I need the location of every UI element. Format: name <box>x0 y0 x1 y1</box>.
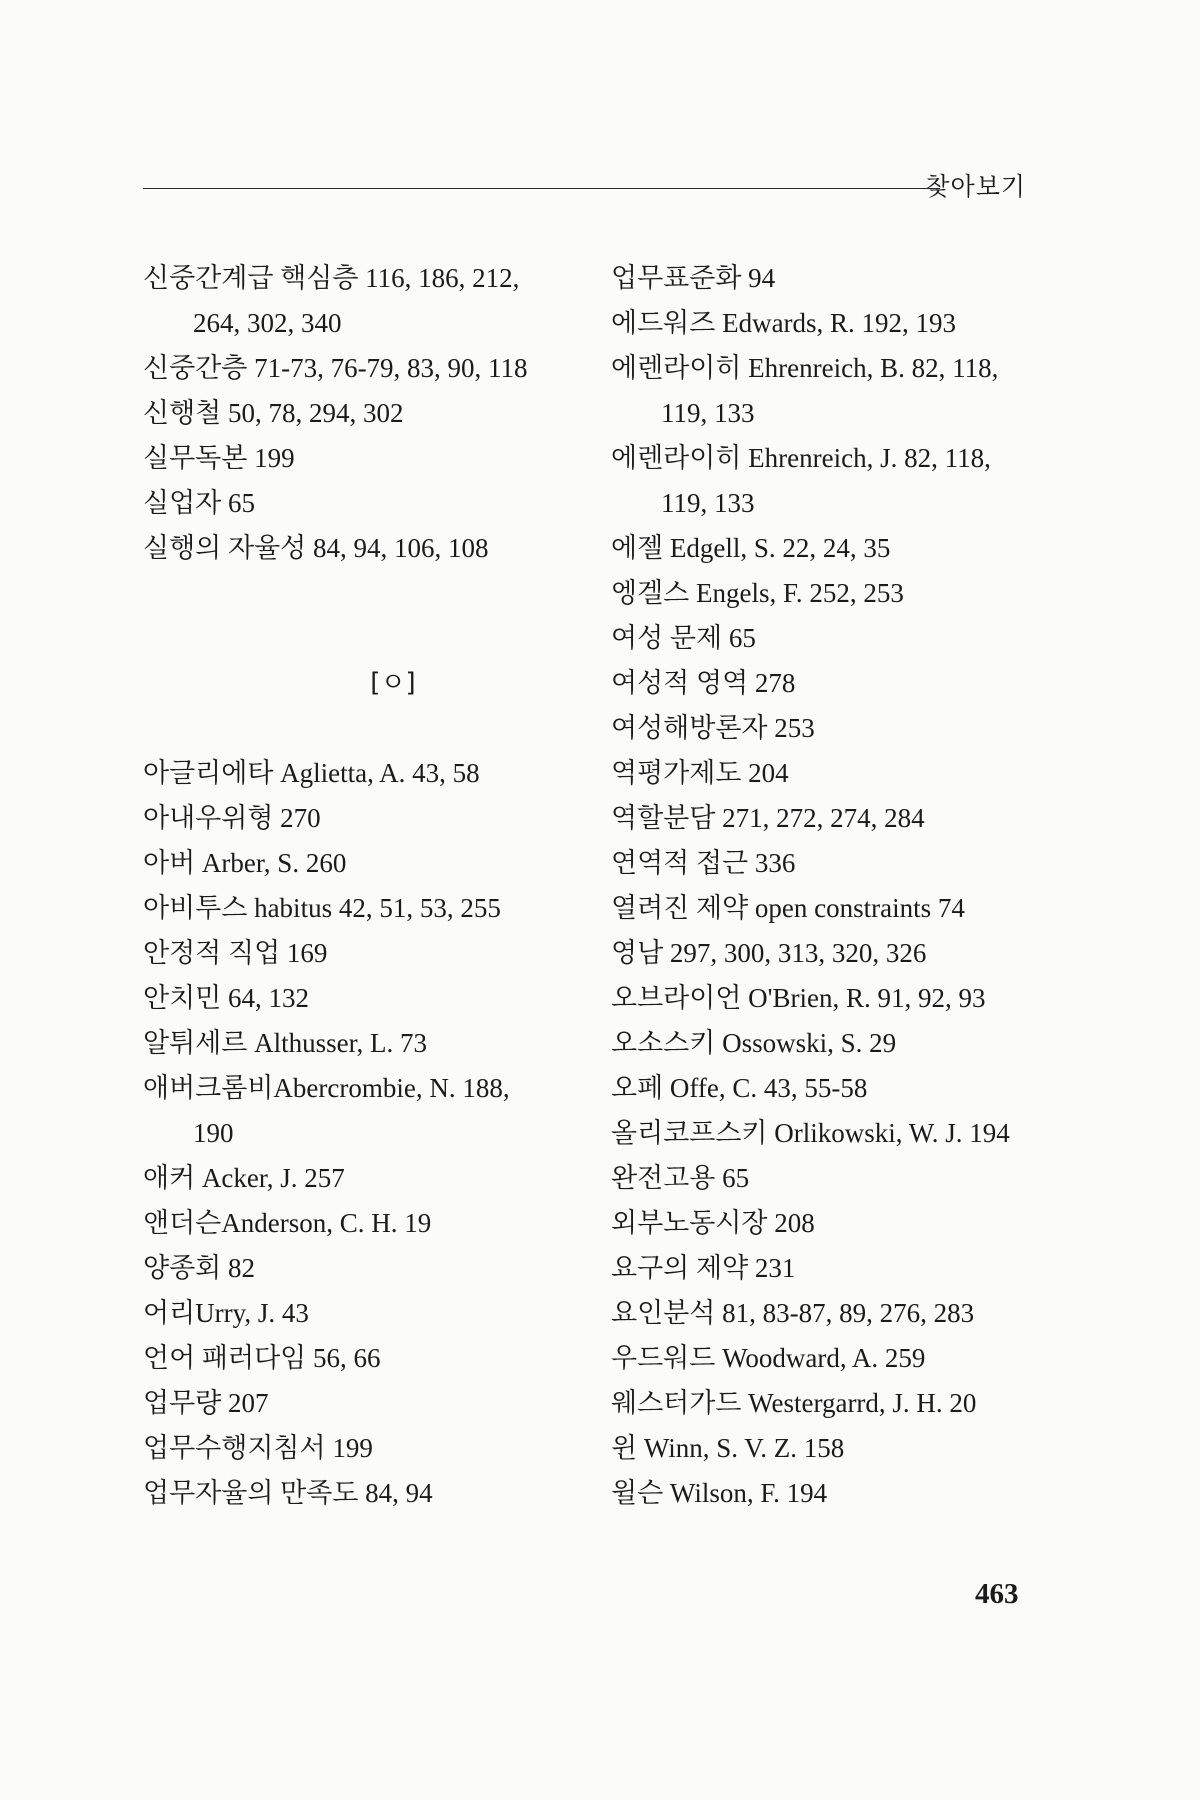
index-entry: 오브라이언 O'Brien, R. 91, 92, 93 <box>611 983 986 1013</box>
index-entry: 업무량 207 <box>143 1388 269 1418</box>
index-entry: 여성해방론자 253 <box>611 713 815 743</box>
index-entry: 에렌라이히 Ehrenreich, B. 82, 118, <box>611 353 999 383</box>
index-entry: 요인분석 81, 83-87, 89, 276, 283 <box>611 1298 975 1328</box>
index-entry-continuation: 264, 302, 340 <box>193 308 342 338</box>
index-entry: 열려진 제약 open constraints 74 <box>611 893 965 923</box>
index-entry: 애버크롬비Abercrombie, N. 188, <box>143 1073 510 1103</box>
index-entry: 양종회 82 <box>143 1253 255 1283</box>
index-entry: 웨스터가드 Westergarrd, J. H. 20 <box>611 1388 977 1418</box>
index-entry: 윌슨 Wilson, F. 194 <box>611 1478 828 1508</box>
index-entry: 여성적 영역 278 <box>611 668 796 698</box>
blank-line <box>143 571 583 616</box>
index-entry: 아버 Arber, S. 260 <box>143 848 347 878</box>
header-rule <box>143 188 940 189</box>
index-entry-continuation: 119, 133 <box>661 398 755 428</box>
index-entry: 역할분담 271, 272, 274, 284 <box>611 803 925 833</box>
index-entry: 아글리에타 Aglietta, A. 43, 58 <box>143 758 480 788</box>
index-entry: 에드워즈 Edwards, R. 192, 193 <box>611 308 957 338</box>
index-entry: 신행철 50, 78, 294, 302 <box>143 398 404 428</box>
index-entry: 언어 패러다임 56, 66 <box>143 1343 381 1373</box>
section-heading: [ㅇ] <box>370 668 416 698</box>
page-number: 463 <box>975 1578 1019 1610</box>
index-entry: 안치민 64, 132 <box>143 983 309 1013</box>
index-entry: 아내우위형 270 <box>143 803 321 833</box>
blank-line <box>143 706 583 751</box>
index-entry: 연역적 접근 336 <box>611 848 796 878</box>
index-entry: 외부노동시장 208 <box>611 1208 815 1238</box>
index-entry: 올리코프스키 Orlikowski, W. J. 194 <box>611 1118 1010 1148</box>
running-title: 찾아보기 <box>925 172 1026 201</box>
index-entry: 알튀세르 Althusser, L. 73 <box>143 1028 427 1058</box>
index-entry: 아비투스 habitus 42, 51, 53, 255 <box>143 893 501 923</box>
index-entry: 영남 297, 300, 313, 320, 326 <box>611 938 927 968</box>
index-entry: 실무독본 199 <box>143 443 295 473</box>
index-entry: 윈 Winn, S. V. Z. 158 <box>611 1433 845 1463</box>
index-entry: 오소스키 Ossowski, S. 29 <box>611 1028 897 1058</box>
index-entry: 애커 Acker, J. 257 <box>143 1163 345 1193</box>
index-entry: 여성 문제 65 <box>611 623 756 653</box>
index-entry-continuation: 190 <box>193 1118 234 1148</box>
index-entry: 우드워드 Woodward, A. 259 <box>611 1343 926 1373</box>
index-entry: 역평가제도 204 <box>611 758 789 788</box>
index-column-left <box>143 256 583 1516</box>
index-entry: 에젤 Edgell, S. 22, 24, 35 <box>611 533 891 563</box>
index-column-right <box>611 256 1031 1516</box>
index-entry: 업무수행지침서 199 <box>143 1433 373 1463</box>
index-entry: 신중간층 71-73, 76-79, 83, 90, 118 <box>143 353 528 383</box>
running-head <box>143 163 1026 203</box>
index-entry: 요구의 제약 231 <box>611 1253 796 1283</box>
index-entry: 완전고용 65 <box>611 1163 750 1193</box>
index-entry: 에렌라이히 Ehrenreich, J. 82, 118, <box>611 443 991 473</box>
index-entry: 업무자율의 만족도 84, 94 <box>143 1478 433 1508</box>
index-entry: 안정적 직업 169 <box>143 938 328 968</box>
index-entry: 업무표준화 94 <box>611 263 776 293</box>
index-entry: 어리Urry, J. 43 <box>143 1298 309 1328</box>
index-entry: 오페 Offe, C. 43, 55-58 <box>611 1073 868 1103</box>
index-entry: 실행의 자율성 84, 94, 106, 108 <box>143 533 489 563</box>
index-entry: 엥겔스 Engels, F. 252, 253 <box>611 578 904 608</box>
index-entry-continuation: 119, 133 <box>661 488 755 518</box>
index-entry: 신중간계급 핵심층 116, 186, 212, <box>143 263 520 293</box>
index-entry: 앤더슨Anderson, C. H. 19 <box>143 1208 432 1238</box>
index-entry: 실업자 65 <box>143 488 255 518</box>
blank-line <box>143 616 583 661</box>
